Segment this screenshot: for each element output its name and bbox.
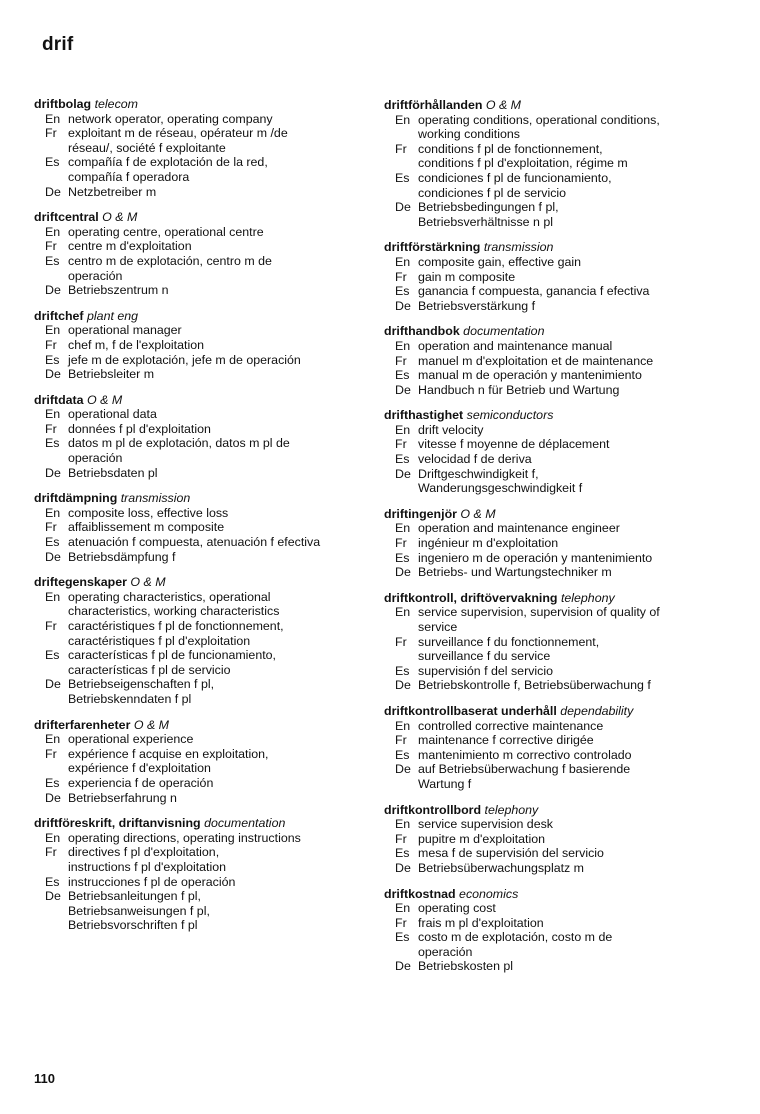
headword-line [384,98,729,113]
translation-text: instrucciones f pl de operación [68,874,236,889]
language-code: En [395,112,411,127]
translation-row [384,733,729,748]
subject-field: transmission [120,491,191,506]
translation-row [34,185,369,200]
headword: driftdata [34,392,84,407]
translation-row [384,635,729,664]
language-code: De [45,465,61,480]
language-code: De [395,382,411,397]
dictionary-entry [34,575,369,706]
translation-text: Driftgeschwindigkeit f, Wanderungsgeschwindigkeit f [418,466,583,496]
language-code: Fr [45,619,57,633]
translation-text: atenuación f compuesta, atenuación f efectiva [68,535,321,550]
language-code: En [395,605,411,620]
page-number: 110 [34,1071,55,1086]
language-code: Es [395,663,410,678]
dictionary-entry [34,393,369,481]
translation-row [384,200,729,229]
translation-text: service supervision desk [418,817,553,832]
headword-line [34,97,369,112]
language-code: Fr [395,915,407,930]
translation-row [384,832,729,847]
language-code: Fr [45,746,57,761]
language-code: Fr [395,269,407,284]
translation-text: ingénieur m d'exploitation [418,536,559,551]
language-code: Es [395,846,410,861]
language-code: De [45,184,61,199]
language-code: En [45,505,61,520]
translation-row [34,283,369,298]
language-code: Fr [395,437,407,452]
translation-text: Betriebs- und Wartungstechniker m [418,565,612,580]
dictionary-entry [384,507,729,580]
headword: driftbolag [34,97,92,111]
subject-field: O & M [460,506,496,521]
headword-line [384,803,729,818]
language-code: De [45,889,61,904]
translation-text: Betriebsdämpfung f [68,549,176,564]
translation-row [34,155,369,184]
translation-text: Betriebsdaten pl [68,465,158,480]
translation-row [34,112,369,127]
language-code: En [45,111,61,126]
language-code: Fr [45,421,57,436]
headword-line [384,887,729,902]
translation-text: supervisión f del servicio [418,663,553,678]
translation-text: Betriebskosten pl [418,959,514,974]
subject-field: O & M [485,98,521,112]
language-code: De [395,762,411,777]
language-code: Es [45,535,60,550]
dictionary-entry [384,98,729,229]
translation-text: composite gain, effective gain [418,254,582,269]
translation-row [384,861,729,876]
translation-text: Betriebsüberwachungsplatz m [418,860,584,875]
translation-row [384,423,729,438]
translation-row [384,113,729,142]
language-code: Es [45,436,60,451]
translation-row [384,959,729,974]
translation-row [34,535,369,550]
headword: driftföreskrift, driftanvisning [34,816,201,831]
translation-row [384,719,729,734]
translation-row [384,142,729,171]
headword: drifterfarenheter [34,717,131,732]
language-code: De [45,283,61,298]
translation-text: mantenimiento m correctivo controlado [418,747,632,762]
subject-field: economics [459,886,519,901]
translation-text: Betriebsleiter m [68,367,155,382]
headword-line [384,704,729,719]
translation-text: exploitant m de réseau, opérateur m /de réseau/, société f exploitante [68,126,288,155]
translation-row [384,551,729,566]
translation-text: operational data [68,407,157,422]
translation-row [34,776,369,791]
subject-field: O & M [130,575,166,590]
translation-row [34,732,369,747]
subject-field: O & M [102,210,138,225]
dictionary-entry [34,210,369,298]
translation-text: manuel m d'exploitation et de maintenance [418,353,654,368]
dictionary-entry [384,887,729,975]
translation-row [384,270,729,285]
translation-row [384,255,729,270]
translation-text: Handbuch n für Betrieb und Wartung [418,382,620,397]
dictionary-entry [384,803,729,876]
translation-text: manual m de operación y mantenimiento [418,368,642,383]
translation-text: surveillance f du fonctionnement, surveillance f du service [418,634,600,664]
language-code: De [395,860,411,875]
running-head: drif [42,34,74,55]
headword: driftingenjör [384,506,457,521]
translation-row [384,521,729,536]
translation-row [34,323,369,338]
language-code: En [45,732,61,747]
translation-row [384,846,729,861]
headword: driftkontrollbord [384,802,482,817]
translation-text: Netzbetreiber m [68,184,157,199]
headword: driftkostnad [384,886,456,901]
subject-field: telecom [94,97,138,111]
translation-text: directives f pl d'exploitation, instructions f pl d'exploitation [68,845,227,874]
language-code: Es [395,747,410,762]
translation-text: pupitre m d'exploitation [418,831,546,846]
headword-line [384,507,729,522]
subject-field: O & M [87,392,123,407]
translation-text: maintenance f corrective dirigée [418,733,594,748]
translation-text: vitesse f moyenne de déplacement [418,437,610,452]
language-code: Fr [45,239,57,254]
translation-row [384,299,729,314]
subject-field: documentation [463,324,545,339]
language-code: De [395,200,411,215]
translation-text: Betriebszentrum n [68,283,169,298]
translation-text: Betriebserfahrung n [68,790,177,805]
subject-field: telephony [560,590,615,605]
language-code: Es [45,155,60,170]
language-code: De [45,790,61,805]
translation-text: chef m, f de l'exploitation [68,337,204,352]
language-code: Es [45,874,60,889]
translation-text: experiencia f de operación [68,775,214,790]
headword-line [34,210,369,225]
translation-text: Betriebskontrolle f, Betriebsüberwachung f [418,678,651,693]
headword: drifthastighet [384,408,464,423]
translation-row [34,407,369,422]
language-code: Fr [45,126,57,141]
translation-row [34,338,369,353]
dictionary-entry [34,718,369,806]
translation-text: operation and maintenance engineer [418,521,620,536]
language-code: En [395,254,411,269]
dictionary-entry [384,591,729,693]
headword-line [34,309,369,324]
translation-row [384,664,729,679]
translation-row [34,126,369,155]
language-code: En [395,422,411,437]
translation-row [384,748,729,763]
translation-text: mesa f de supervisión del servicio [418,846,604,861]
language-code: De [45,367,61,382]
translation-text: gain m composite [418,269,516,284]
translation-row [384,437,729,452]
subject-field: O & M [133,717,169,732]
headword: driftförstärkning [384,240,481,255]
language-code: Fr [395,353,407,368]
translation-row [34,422,369,437]
dictionary-entry [384,324,729,397]
language-code: Fr [45,520,57,535]
translation-row [384,383,729,398]
translation-row [384,368,729,383]
headword: driftegenskaper [34,575,127,590]
language-code: En [395,901,411,916]
translation-text: caractéristiques f pl de fonctionnement, caractéristiques f pl d'exploitation [68,619,284,648]
translation-text: operating conditions, operational conditions, working conditions [418,112,660,142]
translation-text: datos m pl de explotación, datos m pl de operación [68,436,290,466]
headword: driftkontrollbaserat underhåll [384,703,557,718]
translation-text: jefe m de explotación, jefe m de operación [68,352,301,367]
translation-row [34,747,369,776]
language-code: Es [45,648,60,663]
left-column [34,97,369,944]
language-code: Es [395,550,410,565]
translation-text: conditions f pl de fonctionnement, conditions f pl d'exploitation, régime m [418,141,628,171]
language-code: Es [395,170,410,185]
translation-text: drift velocity [418,422,484,437]
language-code: Es [395,368,410,383]
translation-text: costo m de explotación, costo m de operación [418,930,613,959]
translation-row [384,452,729,467]
headword-line [34,718,369,733]
translation-row [384,171,729,200]
translation-text: características f pl de funcionamiento, características f pl de servicio [68,648,276,677]
translation-text: ingeniero m de operación y mantenimiento [418,550,653,565]
subject-field: dependability [560,703,634,718]
translation-row [384,339,729,354]
translation-text: Betriebsverstärkung f [418,298,536,313]
translation-row [34,590,369,619]
language-code: Fr [395,733,407,748]
headword-line [34,491,369,506]
translation-text: operating characteristics, operational characteristics, working characteristics [68,589,280,619]
translation-text: condiciones f pl de funcionamiento, condiciones f pl de servicio [418,170,612,200]
language-code: Fr [395,831,407,846]
subject-field: plant eng [87,308,139,323]
translation-row [384,678,729,693]
subject-field: telephony [484,802,539,817]
language-code: De [45,677,61,692]
language-code: En [395,718,411,733]
headword-line [34,816,369,831]
translation-row [34,791,369,806]
translation-row [384,354,729,369]
translation-text: auf Betriebsüberwachung f basierende Wartung f [418,762,631,791]
headword: driftchef [34,308,84,323]
translation-row [34,506,369,521]
dictionary-entry [34,97,369,199]
dictionary-entry [34,309,369,382]
language-code: En [45,323,61,338]
headword-line [384,240,729,255]
language-code: Fr [45,337,57,352]
translation-row [384,762,729,791]
translation-row [34,520,369,535]
headword: driftcentral [34,210,99,225]
language-code: Es [45,352,60,367]
translation-row [34,239,369,254]
headword: driftkontroll, driftövervakning [384,590,558,605]
translation-row [34,889,369,933]
translation-row [34,436,369,465]
language-code: En [45,407,61,422]
translation-row [384,467,729,496]
language-code: Es [395,452,410,467]
translation-text: ganancia f compuesta, ganancia f efectiva [418,284,650,299]
right-column [384,98,729,985]
translation-text: service supervision, supervision of quality of service [418,605,660,634]
translation-row [34,875,369,890]
language-code: En [45,589,61,604]
translation-row [384,565,729,580]
headword-line [384,324,729,339]
dictionary-entry [384,704,729,792]
translation-text: expérience f acquise en exploitation, expérience f d'exploitation [68,746,269,776]
language-code: En [45,224,61,239]
translation-text: operational manager [68,323,182,338]
translation-text: centro m de explotación, centro m de operación [68,253,272,283]
subject-field: semiconductors [466,408,554,423]
language-code: De [395,565,411,580]
headword-line [384,408,729,423]
language-code: En [395,338,411,353]
translation-row [384,817,729,832]
translation-row [384,916,729,931]
translation-row [34,550,369,565]
translation-text: Betriebsbedingungen f pl, Betriebsverhältnisse n pl [418,200,559,229]
headword-line [384,591,729,606]
language-code: Fr [395,536,407,551]
language-code: Es [45,775,60,790]
translation-row [34,466,369,481]
language-code: De [395,466,411,481]
dictionary-entry [384,408,729,496]
language-code: En [395,521,411,536]
translation-row [34,831,369,846]
language-code: Fr [45,845,57,860]
translation-row [34,845,369,874]
translation-row [384,536,729,551]
translation-row [34,648,369,677]
dictionary-entry [384,240,729,313]
language-code: Es [395,930,410,945]
translation-text: operational experience [68,732,194,747]
translation-row [34,367,369,382]
language-code: Es [45,253,60,268]
language-code: De [395,678,411,693]
headword-line [34,393,369,408]
headword: drifthandbok [384,324,460,339]
translation-text: operating centre, operational centre [68,224,264,239]
headword: driftförhållanden [384,98,483,112]
translation-row [34,353,369,368]
language-code: Fr [395,634,407,649]
translation-row [384,901,729,916]
translation-text: Betriebsanleitungen f pl, Betriebsanweisungen f pl, Betriebsvorschriften f pl [68,889,210,933]
translation-text: affaiblissement m composite [68,520,225,535]
translation-row [384,605,729,634]
translation-row [34,619,369,648]
subject-field: transmission [483,240,554,255]
translation-row [384,284,729,299]
translation-row [34,677,369,706]
translation-text: compañía f de explotación de la red, compañía f operadora [68,155,268,184]
headword: driftdämpning [34,491,118,506]
translation-row [384,930,729,959]
translation-text: Betriebseigenschaften f pl, Betriebskenndaten f pl [68,677,215,706]
language-code: De [395,298,411,313]
language-code: En [45,830,61,845]
translation-row [34,225,369,240]
language-code: Es [395,284,410,299]
translation-text: composite loss, effective loss [68,505,229,520]
translation-text: operation and maintenance manual [418,338,613,353]
translation-text: velocidad f de deriva [418,452,532,467]
translation-text: centre m d'exploitation [68,239,192,254]
translation-text: network operator, operating company [68,111,273,126]
language-code: Fr [395,141,407,156]
language-code: En [395,817,411,832]
language-code: De [395,959,411,974]
translation-text: données f pl d'exploitation [68,421,211,436]
dictionary-entry [34,816,369,933]
subject-field: documentation [204,816,286,831]
translation-text: frais m pl d'exploitation [418,915,544,930]
translation-text: controlled corrective maintenance [418,718,604,733]
headword-line [34,575,369,590]
translation-text: operating cost [418,901,496,916]
translation-text: operating directions, operating instructions [68,830,301,845]
dictionary-entry [34,491,369,564]
translation-row [34,254,369,283]
language-code: De [45,549,61,564]
